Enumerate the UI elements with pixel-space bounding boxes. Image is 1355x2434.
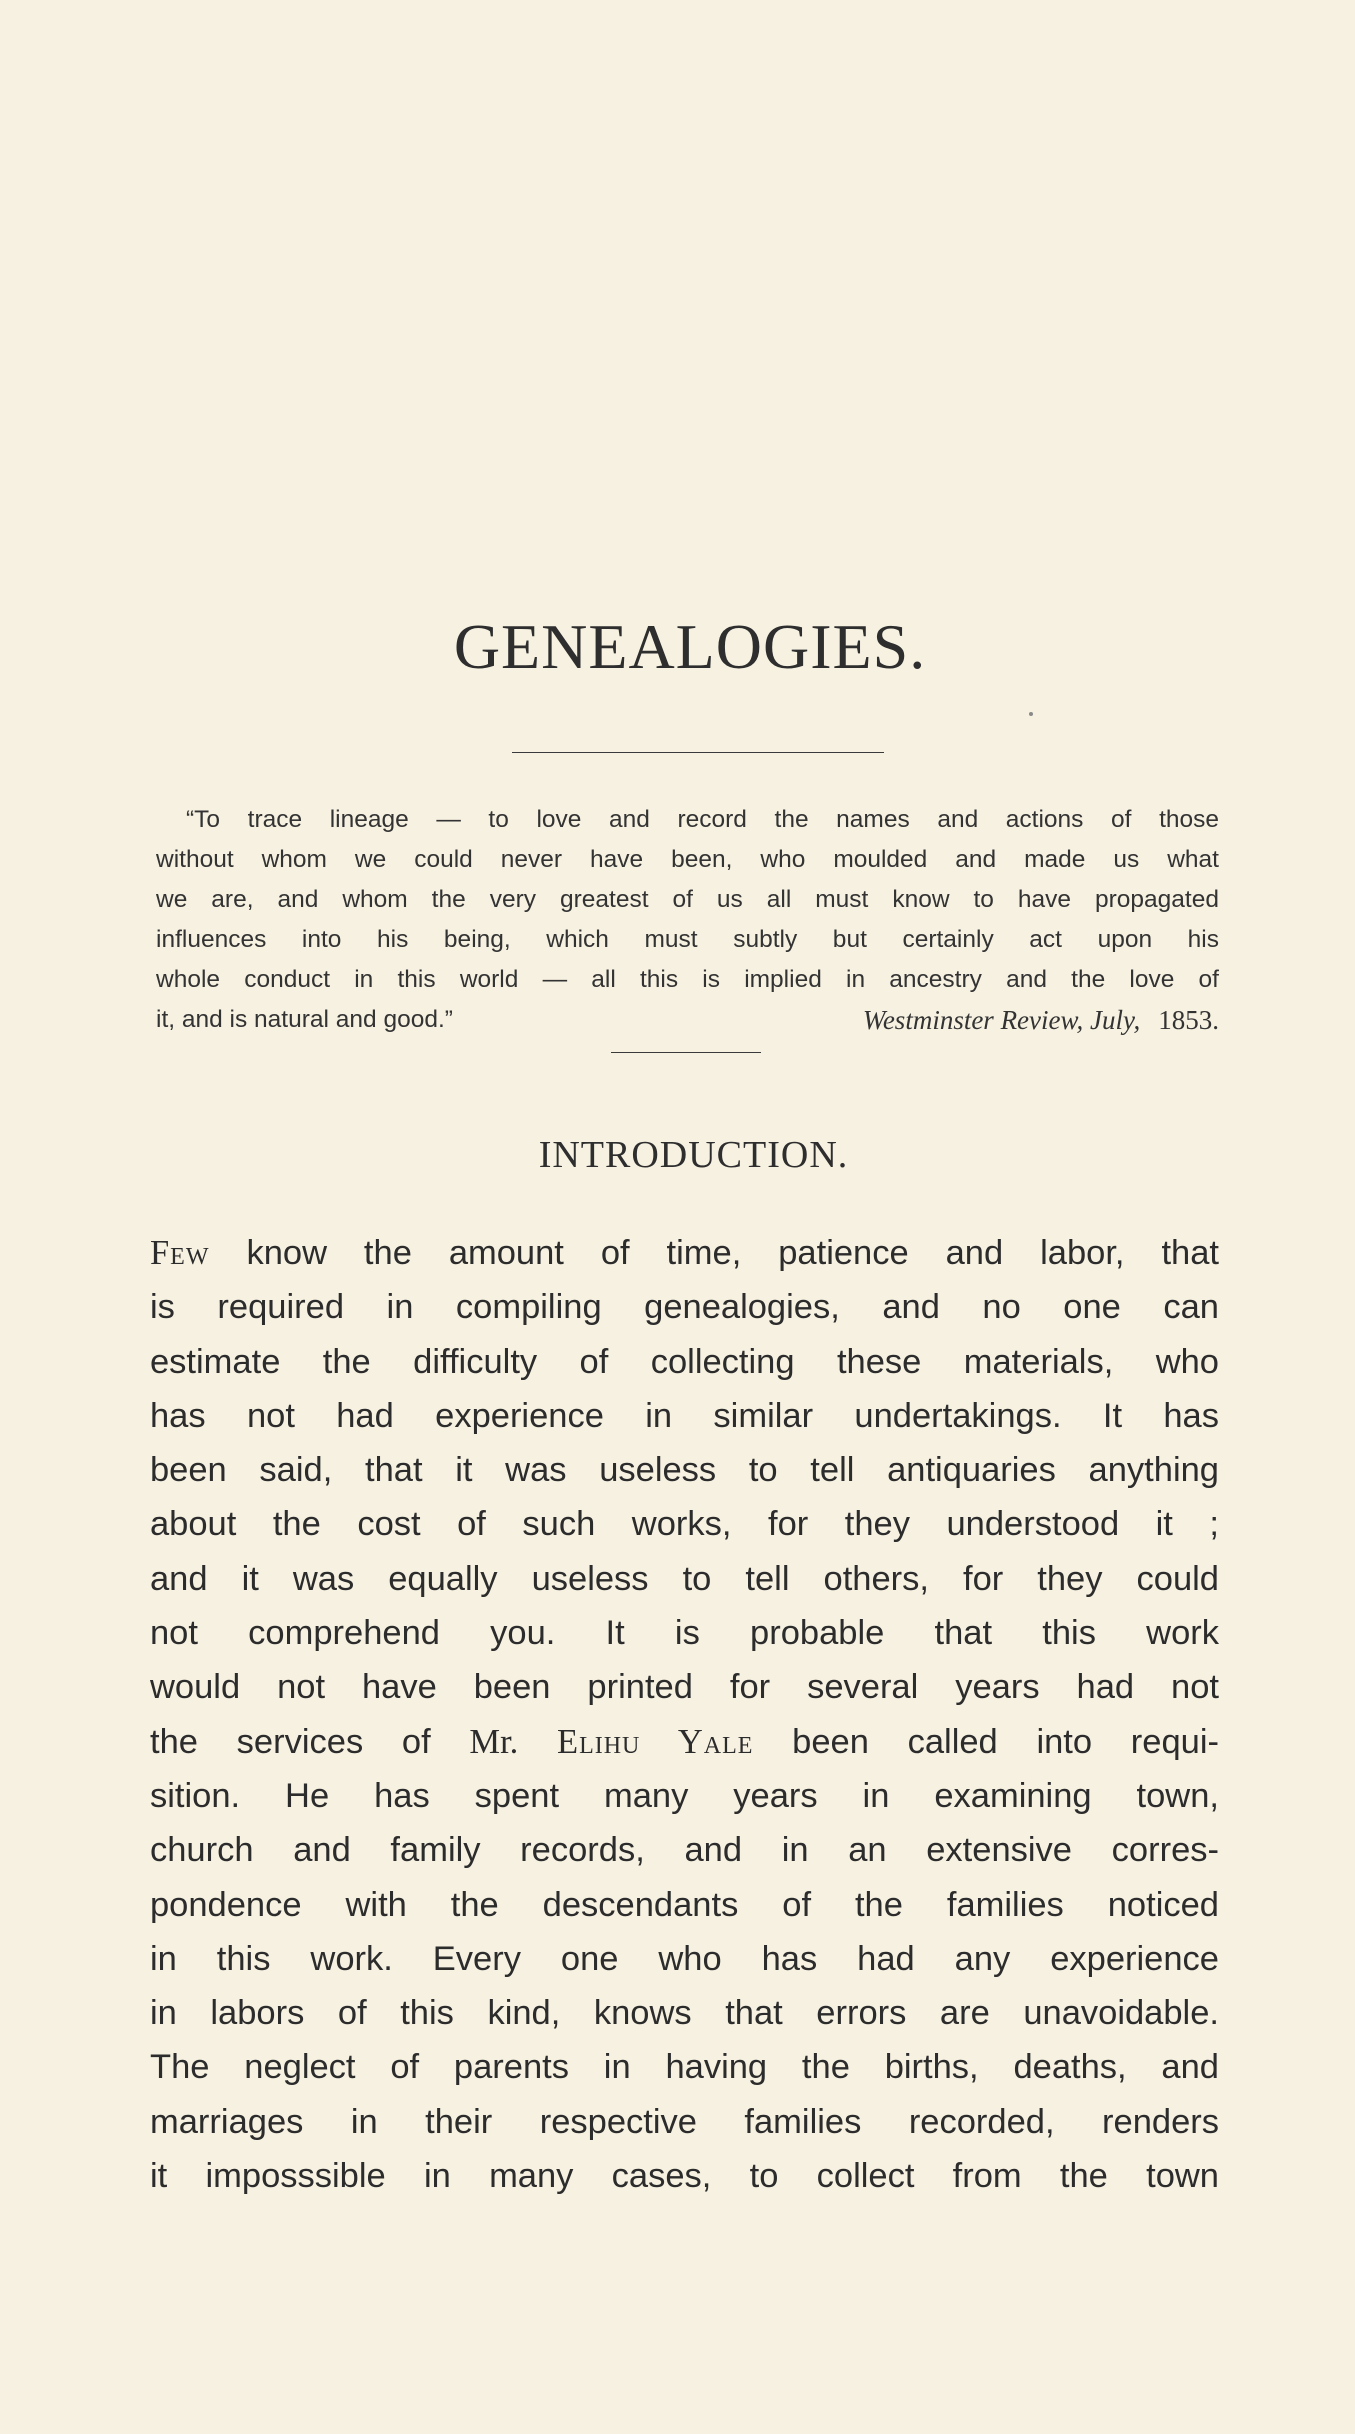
body-line: has not had experience in similar undertakings. It has (150, 1396, 1219, 1435)
title-divider (512, 752, 884, 753)
body-line: and it was equally useless to tell others, for they could (150, 1559, 1219, 1598)
print-speck (1029, 712, 1033, 716)
drop-word: Few (150, 1234, 210, 1272)
body-line: not comprehend you. It is probable that this work (150, 1614, 1219, 1653)
body-line: is required in compiling genealogies, and no one can (150, 1288, 1219, 1327)
epigraph-quote (156, 800, 1219, 1040)
epigraph-line: without whom we could never have been, who moulded and made us what (156, 846, 1219, 873)
body-line-start: the services of (150, 1722, 470, 1761)
body-line: church and family records, and in an extensive corres- (150, 1831, 1219, 1870)
epigraph-citation (743, 1000, 1219, 1040)
citation-year: 1853. (1158, 1005, 1219, 1035)
epigraph-line: “To trace lineage — to love and record the names and actions of those (186, 806, 1219, 833)
body-line: in this work. Every one who has had any experience (150, 1939, 1219, 1978)
body-line: in labors of this kind, knows that errors are unavoidable. (150, 1994, 1219, 2033)
body-line: been said, that it was useless to tell antiquaries anything (150, 1451, 1219, 1490)
epigraph-line: it, and is natural and good.” (156, 1006, 453, 1033)
person-name: Elihu Yale (557, 1722, 754, 1761)
page-title: GENEALOGIES. (453, 611, 927, 682)
body-line-rest: know the amount of time, patience and labor, that (209, 1234, 1219, 1272)
citation-source: Westminster Review, July, (862, 1005, 1141, 1035)
epigraph-last-line (156, 1000, 1219, 1040)
body-line: sition. He has spent many years in examining town, (150, 1776, 1219, 1815)
section-heading: INTRODUCTION. (538, 1134, 849, 1176)
body-line-end: been called into requi- (753, 1722, 1219, 1761)
epigraph-line: whole conduct in this world — all this is implied in ancestry and the love of (156, 966, 1219, 993)
body-line: about the cost of such works, for they understood it ; (150, 1505, 1219, 1544)
epigraph-line: influences into his being, which must subtly but certainly act upon his (156, 926, 1219, 953)
section-divider (611, 1052, 761, 1053)
body-line: The neglect of parents in having the births, deaths, and (150, 2048, 1219, 2087)
body-line (150, 1715, 1219, 1769)
name-title: Mr. (469, 1722, 519, 1761)
body-line (150, 1226, 1219, 1280)
body-line: pondence with the descendants of the families noticed (150, 1885, 1219, 1924)
body-line: estimate the difficulty of collecting these materials, who (150, 1342, 1219, 1381)
body-line: it imposssible in many cases, to collect from the town (150, 2157, 1219, 2196)
epigraph-line: we are, and whom the very greatest of us all must know to have propagated (156, 886, 1219, 913)
body-line: would not have been printed for several years had not (150, 1668, 1219, 1707)
body-line: marriages in their respective families recorded, renders (150, 2102, 1219, 2141)
introduction-text (150, 1226, 1219, 2203)
